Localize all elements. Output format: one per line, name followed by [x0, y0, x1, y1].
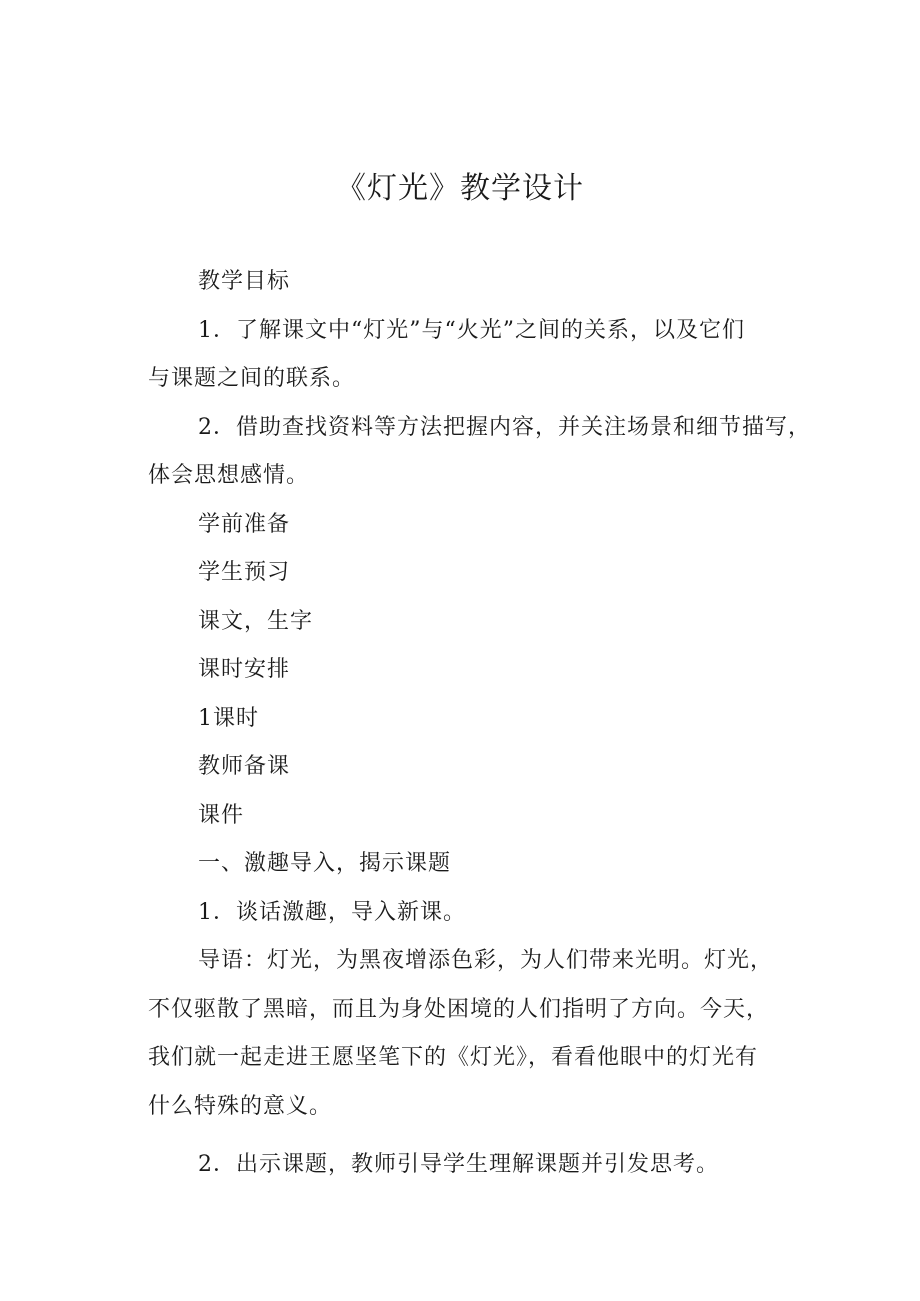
document-body — [148, 258, 811, 1190]
objective-2 — [148, 404, 811, 501]
preparation-heading: 学前准备 — [198, 511, 291, 537]
document-title: 《灯光》教学设计 — [336, 171, 584, 206]
objective-2-line-1: 2．借助查找资料等方法把握内容，并关注场景和细节描写， — [198, 414, 811, 440]
objective-1 — [148, 307, 808, 404]
student-preview-heading: 学生预习 — [198, 560, 291, 585]
teacher-prep-heading: 教师备课 — [198, 754, 291, 779]
student-preview-content: 课文，生字 — [198, 608, 314, 634]
step-2: 2．出示课题，教师引导学生理解课题并引发思考。 — [198, 1152, 719, 1177]
intro-line-3: 我们就一起走进王愿坚笔下的《灯光》，看看他眼中的灯光有 — [148, 1045, 759, 1070]
intro-paragraph — [148, 937, 808, 1131]
schedule-content: 1课时 — [198, 705, 259, 731]
teacher-prep-content: 课件 — [198, 802, 245, 828]
step-1: 1．谈话激趣，导入新课。 — [198, 899, 466, 925]
intro-line-1: 导语：灯光，为黑夜增添色彩，为人们带来光明。灯光， — [198, 948, 774, 973]
intro-line-2: 不仅驱散了黑暗，而且为身处困境的人们指明了方向。今天， — [148, 996, 770, 1022]
section-1-heading: 一、激趣导入，揭示课题 — [198, 851, 452, 876]
objective-1-line-2: 与课题之间的联系。 — [148, 366, 356, 391]
schedule-heading: 课时安排 — [198, 657, 291, 682]
objective-1-line-1: 1．了解课文中“灯光”与“火光”之间的关系，以及它们 — [198, 317, 745, 343]
objectives-heading: 教学目标 — [198, 269, 291, 294]
objective-2-line-2: 体会思想感情。 — [148, 463, 310, 488]
intro-line-4: 什么特殊的意义。 — [148, 1093, 333, 1119]
